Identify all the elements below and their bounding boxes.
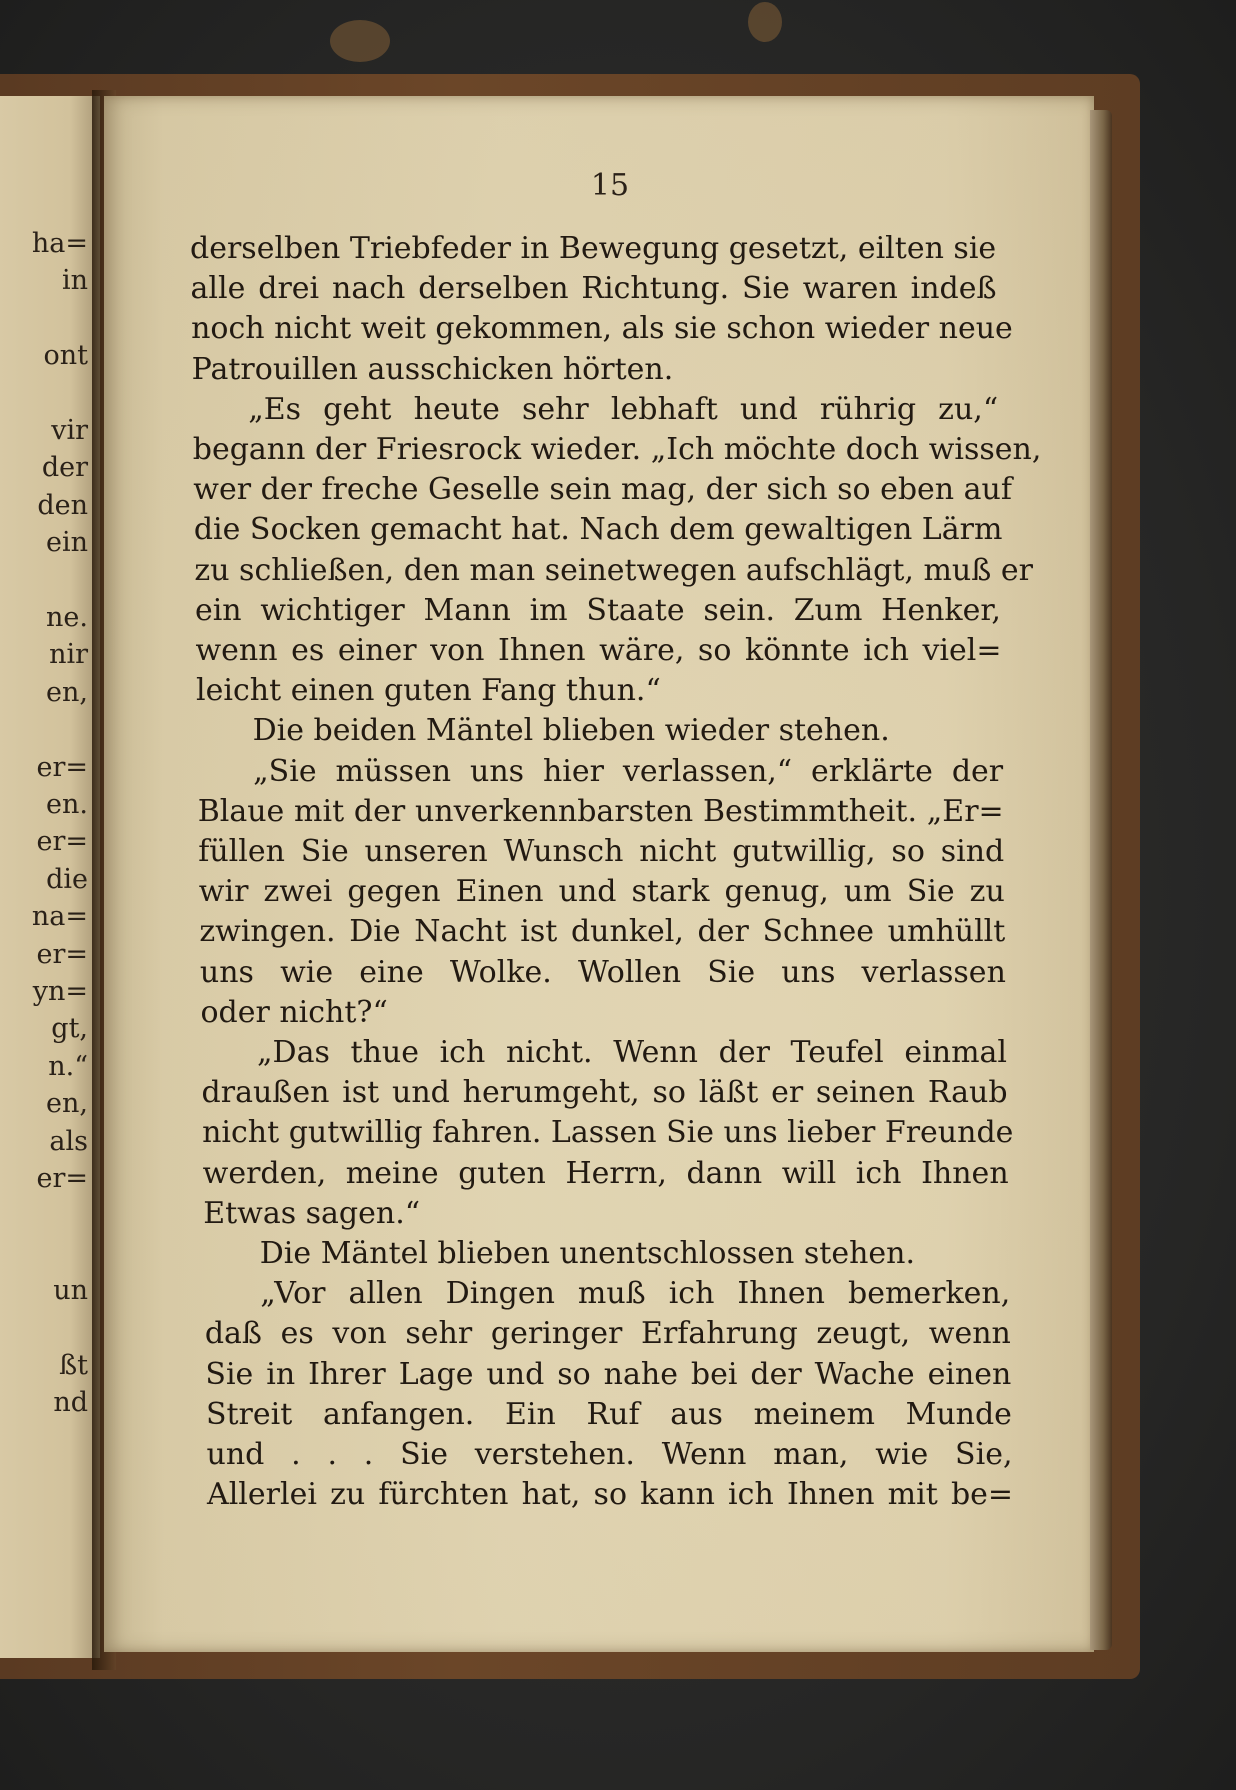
page-number: 15 xyxy=(590,168,630,203)
left-page-line-fragment: als xyxy=(49,1125,88,1157)
text-line: ein wichtiger Mann im Staate sein. Zum Henker, xyxy=(194,592,1001,628)
text-line: werden, meine guten Herrn, dann will ich Ihnen xyxy=(202,1155,1009,1191)
text-line: daß es von sehr geringer Erfahrung zeugt, wenn xyxy=(204,1316,1011,1352)
text-line: Streit anfangen. Ein Ruf aus meinem Munde xyxy=(205,1396,1012,1432)
left-page-line-fragment: en. xyxy=(46,789,88,820)
text-line: begann der Friesrock wieder. „Ich möchte doch wissen, xyxy=(192,432,1042,467)
page-edge xyxy=(1090,110,1112,1650)
left-page-line-fragment: er= xyxy=(36,1163,88,1194)
paper-stain xyxy=(330,20,390,62)
paper-stain xyxy=(748,2,782,42)
left-page-line-fragment: den xyxy=(37,489,88,521)
text-line: Blaue mit der unverkennbarsten Bestimmtheit. „Er= xyxy=(197,793,1004,829)
left-page-line-fragment: n.“ xyxy=(48,1050,88,1082)
left-page-line-fragment: un xyxy=(53,1275,88,1307)
left-page-line-fragment: nd xyxy=(53,1387,88,1419)
left-page-line-fragment: en, xyxy=(46,1088,88,1120)
text-line: „Sie müssen uns hier verlassen,“ erklärte der xyxy=(253,753,1004,789)
text-line: derselben Triebfeder in Bewegung gesetzt, eilten sie xyxy=(190,231,997,266)
text-line: Sie in Ihrer Lage und so nahe bei der Wache einen xyxy=(205,1356,1012,1392)
text-line: wenn es einer von Ihnen wäre, so könnte ich viel= xyxy=(195,633,1002,668)
left-page-line-fragment: vir xyxy=(51,415,88,446)
text-line: und . . . Sie verstehen. Wenn man, wie Sie, xyxy=(206,1437,1013,1472)
left-page-line-fragment: ein xyxy=(45,527,88,559)
text-line: die Socken gemacht hat. Nach dem gewaltigen Lärm xyxy=(193,512,1003,548)
text-line: uns wie eine Wolke. Wollen Sie uns verlassen xyxy=(199,954,1006,990)
left-page-line-fragment: yn= xyxy=(32,976,88,1007)
text-line: zwingen. Die Nacht ist dunkel, der Schnee umhüllt xyxy=(199,914,1006,950)
text-line: füllen Sie unseren Wunsch nicht gutwillig, so sind xyxy=(198,834,1005,869)
text-line: wir zwei gegen Einen und stark genug, um Sie zu xyxy=(198,874,1005,910)
text-line: zu schließen, den man seinetwegen aufschlägt, muß er xyxy=(194,552,1033,588)
text-line: wer der freche Geselle sein mag, der sich so eben auf xyxy=(193,472,1012,508)
left-page-line-fragment: ßt xyxy=(59,1350,88,1381)
left-page-line-fragment: in xyxy=(61,265,88,297)
left-page-line-fragment: der xyxy=(41,452,88,484)
left-page-line-fragment: nir xyxy=(49,639,88,671)
text-line: Patrouillen ausschicken hörten. xyxy=(191,351,674,387)
text-line: draußen ist und herumgeht, so läßt er seinen Raub xyxy=(201,1075,1008,1111)
text-line: „Das thue ich nicht. Wenn der Teufel einmal xyxy=(257,1035,1007,1070)
left-page-line-fragment: ont xyxy=(43,340,88,372)
left-page-line-fragment: gt, xyxy=(51,1013,88,1045)
left-page-line-fragment: er= xyxy=(36,938,88,970)
right-page xyxy=(104,96,1094,1652)
left-page-line-fragment: er= xyxy=(36,751,88,783)
left-page-line-fragment: die xyxy=(46,863,88,895)
left-page-line-fragment: ne. xyxy=(46,602,88,633)
text-line: oder nicht?“ xyxy=(200,994,388,1030)
text-line: „Vor allen Dingen muß ich Ihnen bemerken, xyxy=(260,1276,1011,1312)
text-line: Allerlei zu fürchten hat, so kann ich Ihnen mit be= xyxy=(207,1477,1014,1513)
text-line: Die Mäntel blieben unentschlossen stehen. xyxy=(259,1236,916,1271)
left-page-line-fragment: en, xyxy=(46,676,88,708)
text-line: Die beiden Mäntel blieben wieder stehen. xyxy=(252,713,890,749)
text-line: nicht gutwillig fahren. Lassen Sie uns lieber Freunde xyxy=(202,1115,1014,1151)
text-line: Etwas sagen.“ xyxy=(203,1195,421,1231)
left-page-line-fragment: ha= xyxy=(31,228,88,259)
text-line: alle drei nach derselben Richtung. Sie waren indeß xyxy=(190,271,997,307)
left-page-line-fragment: na= xyxy=(31,901,88,933)
text-line: „Es geht heute sehr lebhaft und rührig zu,“ xyxy=(248,391,999,427)
left-page-line-fragment: er= xyxy=(36,826,88,858)
text-line: leicht einen guten Fang thun.“ xyxy=(196,673,661,709)
text-line: noch nicht weit gekommen, als sie schon wieder neue xyxy=(191,311,1013,347)
left-page-fragment xyxy=(0,96,100,1658)
